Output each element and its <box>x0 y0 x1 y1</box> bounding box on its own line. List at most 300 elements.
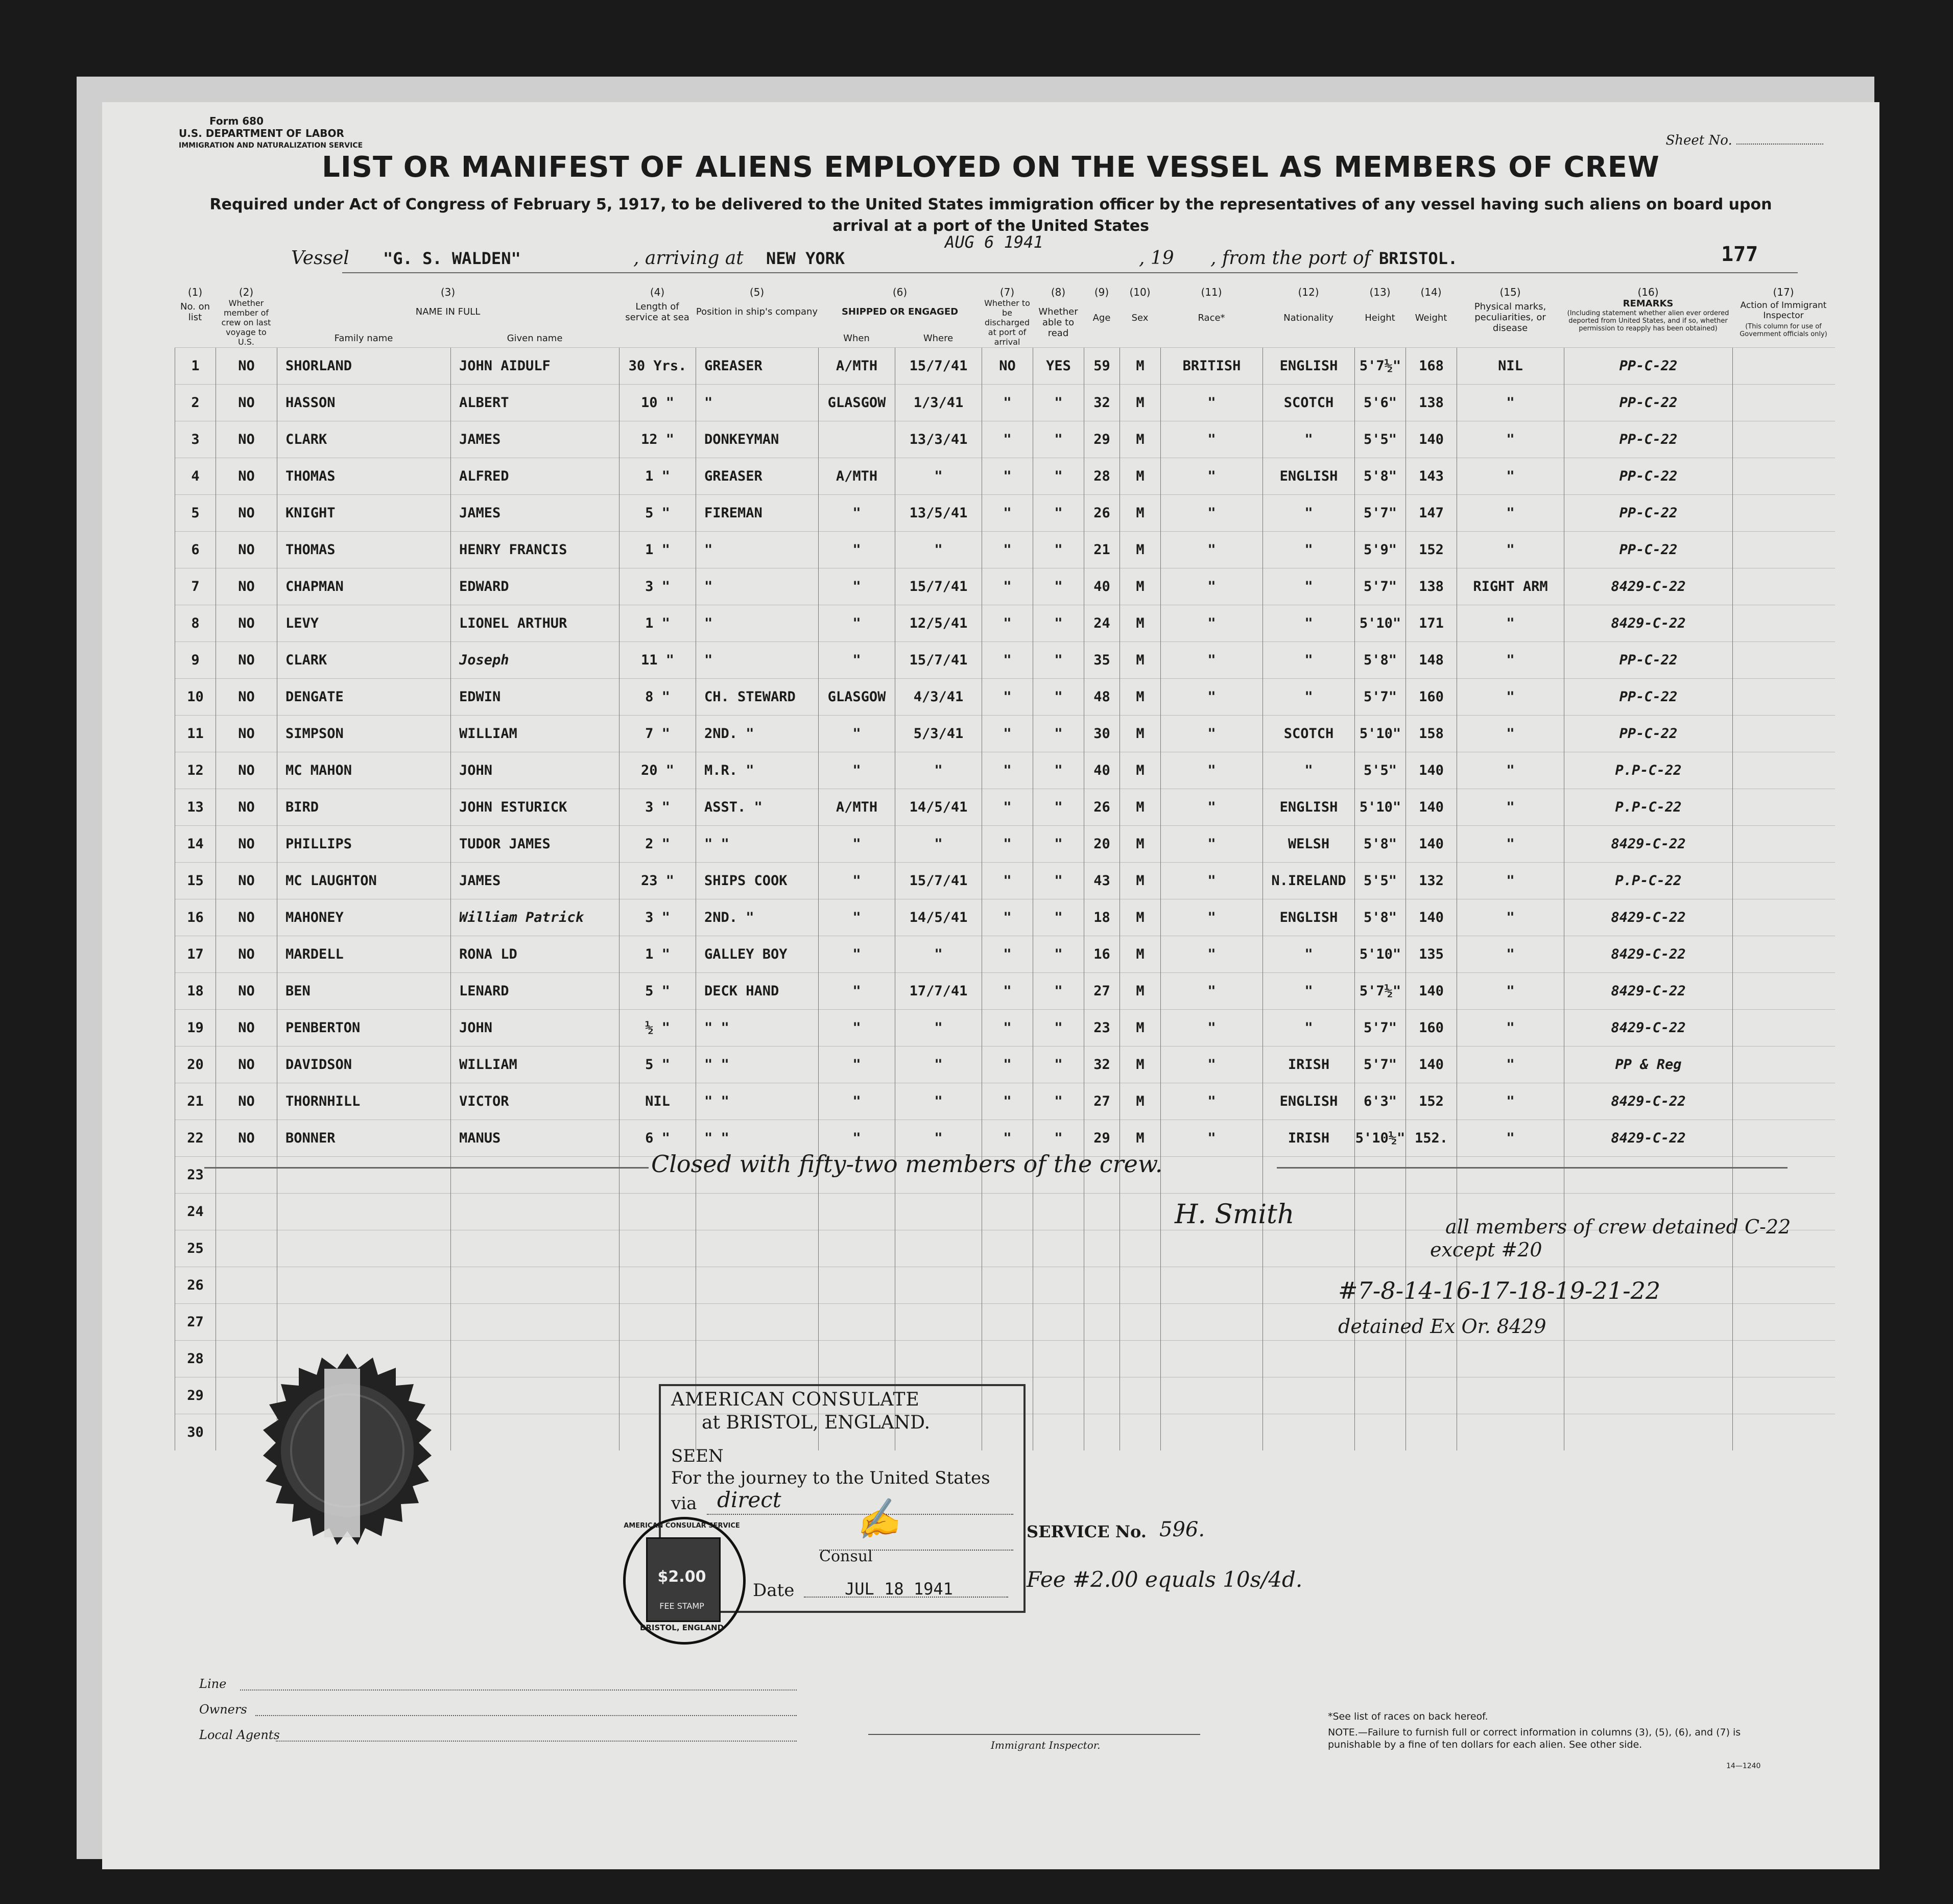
arriving-label: , arriving at <box>633 248 744 269</box>
row-number-cell: 20 <box>175 1046 216 1083</box>
position-cell <box>696 1304 819 1341</box>
inspector-action-cell <box>1733 1414 1835 1451</box>
discharge-cell: " <box>982 385 1033 421</box>
age-cell <box>1084 1414 1120 1451</box>
age-cell: 32 <box>1084 1046 1120 1083</box>
able-to-read-cell <box>1033 1230 1084 1267</box>
shipped-when-cell: " <box>819 1046 895 1083</box>
form-number: Form 680 <box>209 115 264 127</box>
consulate-line-1: AMERICAN CONSULATE <box>671 1389 920 1410</box>
given-name-cell: JOHN AIDULF <box>451 348 620 385</box>
shipped-where-cell: " <box>895 1046 982 1083</box>
fee-note: Fee #2.00 equals 10s/4d. <box>1027 1567 1303 1592</box>
given-name-cell: JOHN ESTURICK <box>451 789 620 826</box>
age-cell: 43 <box>1084 863 1120 899</box>
race-cell <box>1161 1304 1263 1341</box>
page-title: LIST OR MANIFEST OF ALIENS EMPLOYED ON THE VESSEL AS MEMBERS OF CREW <box>322 151 1660 184</box>
service-length-cell: 3 " <box>620 899 696 936</box>
discharge-cell: " <box>982 1083 1033 1120</box>
shipped-when-cell <box>819 1194 895 1230</box>
remarks-cell: PP-C-22 <box>1564 642 1733 679</box>
height-cell: 5'5" <box>1355 752 1406 789</box>
col-1-num: (1) <box>187 286 203 298</box>
remarks-cell: 8429-C-22 <box>1564 899 1733 936</box>
height-cell <box>1355 1414 1406 1451</box>
year-label: , 19 <box>1139 248 1174 269</box>
prior-voyage-cell: NO <box>216 385 277 421</box>
col-3-label: NAME IN FULL <box>415 306 481 317</box>
shipped-when-cell <box>819 1304 895 1341</box>
given-name-cell: William Patrick <box>451 899 620 936</box>
race-cell: " <box>1161 1120 1263 1157</box>
remarks-cell: 8429-C-22 <box>1564 936 1733 973</box>
nationality-cell: " <box>1263 973 1355 1010</box>
table-row <box>175 348 1835 385</box>
service-length-cell: 20 " <box>620 752 696 789</box>
remarks-cell: PP-C-22 <box>1564 495 1733 532</box>
service-length-cell <box>620 1194 696 1230</box>
height-cell: 5'10" <box>1355 789 1406 826</box>
position-cell <box>696 1267 819 1304</box>
height-cell: 5'9" <box>1355 532 1406 568</box>
consulate-seen: SEEN <box>671 1446 724 1466</box>
race-cell: " <box>1161 679 1263 716</box>
age-cell: 29 <box>1084 1120 1120 1157</box>
race-cell: " <box>1161 1083 1263 1120</box>
position-cell <box>696 1194 819 1230</box>
inspector-action-cell <box>1733 1157 1835 1194</box>
shipped-when-cell: " <box>819 863 895 899</box>
physical-marks-cell: " <box>1457 532 1564 568</box>
footer-inspector-label: Immigrant Inspector. <box>991 1739 1101 1751</box>
age-cell: 40 <box>1084 568 1120 605</box>
family-name-cell: PENBERTON <box>277 1010 451 1046</box>
prior-voyage-cell: NO <box>216 1120 277 1157</box>
nationality-cell <box>1263 1157 1355 1194</box>
family-name-cell: HASSON <box>277 385 451 421</box>
able-to-read-cell: " <box>1033 458 1084 495</box>
physical-marks-cell: " <box>1457 716 1564 752</box>
physical-marks-cell: " <box>1457 752 1564 789</box>
weight-cell: 140 <box>1406 826 1457 863</box>
inspector-action-cell <box>1733 421 1835 458</box>
prior-voyage-cell <box>216 1194 277 1230</box>
height-cell: 5'7" <box>1355 1010 1406 1046</box>
table-row <box>175 973 1835 1010</box>
table-row <box>175 826 1835 863</box>
shipped-when-cell: " <box>819 495 895 532</box>
race-cell: " <box>1161 605 1263 642</box>
table-row <box>175 568 1835 605</box>
nationality-cell <box>1263 1341 1355 1377</box>
family-name-cell: SHORLAND <box>277 348 451 385</box>
row-number-cell: 26 <box>175 1267 216 1304</box>
arriving-port: NEW YORK <box>766 249 845 268</box>
physical-marks-cell: " <box>1457 458 1564 495</box>
able-to-read-cell: " <box>1033 568 1084 605</box>
age-cell: 18 <box>1084 899 1120 936</box>
footer-agents-label: Local Agents <box>199 1728 280 1742</box>
sex-cell: M <box>1120 1010 1161 1046</box>
given-name-cell: WILLIAM <box>451 1046 620 1083</box>
sex-cell: M <box>1120 899 1161 936</box>
weight-cell: 143 <box>1406 458 1457 495</box>
race-cell <box>1161 1341 1263 1377</box>
inspector-action-cell <box>1733 385 1835 421</box>
able-to-read-cell: " <box>1033 1046 1084 1083</box>
shipped-when-cell <box>819 421 895 458</box>
col-15-label: Physical marks, peculiarities, or disease <box>1474 301 1546 334</box>
service-length-cell: 23 " <box>620 863 696 899</box>
given-name-cell <box>451 1267 620 1304</box>
discharge-cell: " <box>982 458 1033 495</box>
col-6-where: Where <box>923 333 954 344</box>
given-name-cell: JAMES <box>451 863 620 899</box>
weight-cell: 152 <box>1406 532 1457 568</box>
given-name-cell: ALBERT <box>451 385 620 421</box>
consulate-via-label: via <box>671 1493 697 1514</box>
weight-cell: 140 <box>1406 973 1457 1010</box>
service-length-cell: 6 " <box>620 1120 696 1157</box>
col-7-label: Whether to be discharged at port of arrival <box>984 298 1030 347</box>
weight-cell: 140 <box>1406 421 1457 458</box>
nationality-cell: N.IRELAND <box>1263 863 1355 899</box>
height-cell: 5'7" <box>1355 679 1406 716</box>
nationality-cell: " <box>1263 568 1355 605</box>
nationality-cell: " <box>1263 421 1355 458</box>
physical-marks-cell: " <box>1457 789 1564 826</box>
shipped-where-cell: 12/5/41 <box>895 605 982 642</box>
shipped-when-cell <box>819 1230 895 1267</box>
table-row <box>175 421 1835 458</box>
family-name-cell: CHAPMAN <box>277 568 451 605</box>
prior-voyage-cell: NO <box>216 826 277 863</box>
prior-voyage-cell: NO <box>216 642 277 679</box>
physical-marks-cell: " <box>1457 679 1564 716</box>
given-name-cell: JAMES <box>451 495 620 532</box>
sex-cell: M <box>1120 458 1161 495</box>
inspector-action-cell <box>1733 458 1835 495</box>
family-name-cell: CLARK <box>277 421 451 458</box>
service-length-cell <box>620 1341 696 1377</box>
weight-cell: 168 <box>1406 348 1457 385</box>
remarks-cell: PP-C-22 <box>1564 385 1733 421</box>
arrival-date-stamp: AUG 6 1941 <box>945 232 1043 252</box>
prior-voyage-cell: NO <box>216 679 277 716</box>
discharge-cell <box>982 1304 1033 1341</box>
able-to-read-cell: " <box>1033 973 1084 1010</box>
remarks-cell: 8429-C-22 <box>1564 568 1733 605</box>
shipped-where-cell: 13/5/41 <box>895 495 982 532</box>
remarks-cell: PP & Reg <box>1564 1046 1733 1083</box>
col-8-label: Whether able to read <box>1038 306 1078 339</box>
age-cell: 32 <box>1084 385 1120 421</box>
consulate-via-value: direct <box>717 1487 781 1512</box>
remarks-cell: PP-C-22 <box>1564 458 1733 495</box>
row-number-cell: 16 <box>175 899 216 936</box>
discharge-cell: " <box>982 936 1033 973</box>
age-cell <box>1084 1341 1120 1377</box>
position-cell: ASST. " <box>696 789 819 826</box>
age-cell: 23 <box>1084 1010 1120 1046</box>
row-number-cell: 19 <box>175 1010 216 1046</box>
col-2-label: Whether member of crew on last voyage to U.S. <box>221 298 271 347</box>
inspector-action-cell <box>1733 1267 1835 1304</box>
family-name-cell: PHILLIPS <box>277 826 451 863</box>
weight-cell: 158 <box>1406 716 1457 752</box>
col-11-label: Race* <box>1198 313 1225 323</box>
weight-cell: 140 <box>1406 789 1457 826</box>
position-cell: " <box>696 605 819 642</box>
height-cell: 5'8" <box>1355 642 1406 679</box>
able-to-read-cell: " <box>1033 752 1084 789</box>
col-3-num: (3) <box>440 286 456 298</box>
weight-cell: 140 <box>1406 752 1457 789</box>
age-cell: 35 <box>1084 642 1120 679</box>
position-cell: GREASER <box>696 458 819 495</box>
row-number-cell: 3 <box>175 421 216 458</box>
nationality-cell: " <box>1263 495 1355 532</box>
service-name: IMMIGRATION AND NATURALIZATION SERVICE <box>179 141 363 150</box>
physical-marks-cell: " <box>1457 1010 1564 1046</box>
able-to-read-cell: " <box>1033 1120 1084 1157</box>
position-cell: GALLEY BOY <box>696 936 819 973</box>
shipped-where-cell: 15/7/41 <box>895 863 982 899</box>
able-to-read-cell: " <box>1033 936 1084 973</box>
row-number-cell: 1 <box>175 348 216 385</box>
race-cell: " <box>1161 863 1263 899</box>
position-cell: 2ND. " <box>696 716 819 752</box>
prior-voyage-cell: NO <box>216 973 277 1010</box>
given-name-cell: MANUS <box>451 1120 620 1157</box>
given-name-cell: JOHN <box>451 1010 620 1046</box>
shipped-when-cell: " <box>819 936 895 973</box>
service-length-cell: ½ " <box>620 1010 696 1046</box>
discharge-cell: " <box>982 1046 1033 1083</box>
race-cell: " <box>1161 568 1263 605</box>
manifest-sheet <box>102 102 1879 1869</box>
physical-marks-cell: " <box>1457 936 1564 973</box>
sex-cell: M <box>1120 495 1161 532</box>
shipped-where-cell <box>895 1341 982 1377</box>
table-row <box>175 458 1835 495</box>
age-cell: 59 <box>1084 348 1120 385</box>
shipped-when-cell: " <box>819 605 895 642</box>
shipped-when-cell: " <box>819 532 895 568</box>
able-to-read-cell <box>1033 1194 1084 1230</box>
physical-marks-cell: " <box>1457 863 1564 899</box>
sex-cell <box>1120 1377 1161 1414</box>
service-length-cell: 10 " <box>620 385 696 421</box>
inspector-action-cell <box>1733 752 1835 789</box>
sex-cell: M <box>1120 1120 1161 1157</box>
age-cell: 30 <box>1084 716 1120 752</box>
shipped-when-cell: GLASGOW <box>819 679 895 716</box>
col-2-num: (2) <box>239 286 254 298</box>
remarks-cell: P.P-C-22 <box>1564 863 1733 899</box>
sex-cell: M <box>1120 973 1161 1010</box>
given-name-cell <box>451 1414 620 1451</box>
col-3-given: Given name <box>507 333 563 344</box>
row-number-cell: 14 <box>175 826 216 863</box>
shipped-where-cell: " <box>895 752 982 789</box>
footer-line-label: Line <box>199 1677 227 1691</box>
height-cell: 5'7" <box>1355 568 1406 605</box>
weight-cell <box>1406 1377 1457 1414</box>
prior-voyage-cell <box>216 1267 277 1304</box>
consulate-line-2: at BRISTOL, ENGLAND. <box>702 1412 931 1433</box>
able-to-read-cell: " <box>1033 1083 1084 1120</box>
sex-cell: M <box>1120 826 1161 863</box>
physical-marks-cell: " <box>1457 973 1564 1010</box>
embossed-seal <box>235 1348 460 1573</box>
shipped-where-cell: 15/7/41 <box>895 568 982 605</box>
table-row <box>175 752 1835 789</box>
discharge-cell: " <box>982 752 1033 789</box>
age-cell: 26 <box>1084 789 1120 826</box>
service-length-cell: 5 " <box>620 495 696 532</box>
shipped-where-cell: 17/7/41 <box>895 973 982 1010</box>
physical-marks-cell: RIGHT ARM <box>1457 568 1564 605</box>
age-cell: 29 <box>1084 421 1120 458</box>
given-name-cell: LENARD <box>451 973 620 1010</box>
given-name-cell: ALFRED <box>451 458 620 495</box>
col-17-note: (This column for use of Government officials only) <box>1740 323 1827 338</box>
given-name-cell <box>451 1157 620 1194</box>
shipped-where-cell: 14/5/41 <box>895 789 982 826</box>
position-cell <box>696 1341 819 1377</box>
age-cell: 28 <box>1084 458 1120 495</box>
sex-cell: M <box>1120 936 1161 973</box>
inspector-action-cell <box>1733 1120 1835 1157</box>
weight-cell: 160 <box>1406 679 1457 716</box>
given-name-cell: VICTOR <box>451 1083 620 1120</box>
able-to-read-cell: " <box>1033 826 1084 863</box>
given-name-cell: Joseph <box>451 642 620 679</box>
position-cell: GREASER <box>696 348 819 385</box>
consulate-date-value: JUL 18 1941 <box>845 1579 953 1599</box>
row-number-cell: 5 <box>175 495 216 532</box>
table-row <box>175 1010 1835 1046</box>
prior-voyage-cell: NO <box>216 789 277 826</box>
able-to-read-cell <box>1033 1377 1084 1414</box>
position-cell: " " <box>696 1083 819 1120</box>
shipped-where-cell: " <box>895 1010 982 1046</box>
shipped-when-cell <box>819 1341 895 1377</box>
shipped-where-cell: 5/3/41 <box>895 716 982 752</box>
col-12-num: (12) <box>1298 286 1319 298</box>
discharge-cell <box>982 1230 1033 1267</box>
height-cell: 5'7½" <box>1355 973 1406 1010</box>
race-cell <box>1161 1377 1263 1414</box>
discharge-cell: " <box>982 899 1033 936</box>
race-cell <box>1161 1267 1263 1304</box>
race-cell: " <box>1161 936 1263 973</box>
prior-voyage-cell: NO <box>216 936 277 973</box>
able-to-read-cell: " <box>1033 532 1084 568</box>
nationality-cell: " <box>1263 642 1355 679</box>
discharge-cell: " <box>982 568 1033 605</box>
prior-voyage-cell: NO <box>216 1010 277 1046</box>
family-name-cell: BIRD <box>277 789 451 826</box>
col-3-family: Family name <box>334 333 393 344</box>
remarks-cell: 8429-C-22 <box>1564 605 1733 642</box>
table-row <box>175 679 1835 716</box>
col-9-num: (9) <box>1094 286 1109 298</box>
sex-cell <box>1120 1230 1161 1267</box>
service-length-cell: 2 " <box>620 826 696 863</box>
table-row <box>175 532 1835 568</box>
position-cell: " " <box>696 1010 819 1046</box>
prior-voyage-cell: NO <box>216 1046 277 1083</box>
col-5-label: Position in ship's company <box>696 306 818 317</box>
family-name-cell: THOMAS <box>277 458 451 495</box>
detained-note-3: #7-8-14-16-17-18-19-21-22 <box>1338 1277 1661 1304</box>
shipped-where-cell: 14/5/41 <box>895 899 982 936</box>
shipped-when-cell: " <box>819 716 895 752</box>
nationality-cell: " <box>1263 936 1355 973</box>
shipped-when-cell: " <box>819 899 895 936</box>
prior-voyage-cell: NO <box>216 348 277 385</box>
remarks-cell: PP-C-22 <box>1564 679 1733 716</box>
age-cell: 27 <box>1084 1083 1120 1120</box>
col-7-num: (7) <box>999 286 1015 298</box>
nationality-cell: SCOTCH <box>1263 716 1355 752</box>
remarks-cell: P.P-C-22 <box>1564 752 1733 789</box>
position-cell: " <box>696 568 819 605</box>
physical-marks-cell: " <box>1457 495 1564 532</box>
age-cell: 27 <box>1084 973 1120 1010</box>
footer-owners-label: Owners <box>199 1702 247 1717</box>
remarks-cell: 8429-C-22 <box>1564 826 1733 863</box>
position-cell: M.R. " <box>696 752 819 789</box>
family-name-cell <box>277 1267 451 1304</box>
position-cell: DONKEYMAN <box>696 421 819 458</box>
col-17-label: Action of Immigrant Inspector <box>1740 300 1827 321</box>
height-cell: 5'10" <box>1355 605 1406 642</box>
shipped-when-cell: " <box>819 1010 895 1046</box>
family-name-cell: MARDELL <box>277 936 451 973</box>
service-length-cell <box>620 1304 696 1341</box>
shipped-where-cell: " <box>895 532 982 568</box>
physical-marks-cell <box>1457 1414 1564 1451</box>
age-cell: 16 <box>1084 936 1120 973</box>
shipped-when-cell: GLASGOW <box>819 385 895 421</box>
inspector-action-cell <box>1733 568 1835 605</box>
row-number-cell: 23 <box>175 1157 216 1194</box>
discharge-cell: " <box>982 605 1033 642</box>
service-no-label: SERVICE No. <box>1027 1522 1147 1541</box>
able-to-read-cell: " <box>1033 385 1084 421</box>
prior-voyage-cell: NO <box>216 605 277 642</box>
service-length-cell: 5 " <box>620 973 696 1010</box>
discharge-cell: " <box>982 789 1033 826</box>
race-cell: " <box>1161 642 1263 679</box>
sex-cell: M <box>1120 1046 1161 1083</box>
sex-cell <box>1120 1341 1161 1377</box>
prior-voyage-cell: NO <box>216 568 277 605</box>
able-to-read-cell <box>1033 1341 1084 1377</box>
discharge-cell: " <box>982 421 1033 458</box>
given-name-cell: HENRY FRANCIS <box>451 532 620 568</box>
nationality-cell: " <box>1263 679 1355 716</box>
able-to-read-cell <box>1033 1414 1084 1451</box>
discharge-cell: " <box>982 532 1033 568</box>
race-cell: " <box>1161 973 1263 1010</box>
position-cell: " <box>696 532 819 568</box>
remarks-cell <box>1564 1157 1733 1194</box>
sex-cell: M <box>1120 568 1161 605</box>
